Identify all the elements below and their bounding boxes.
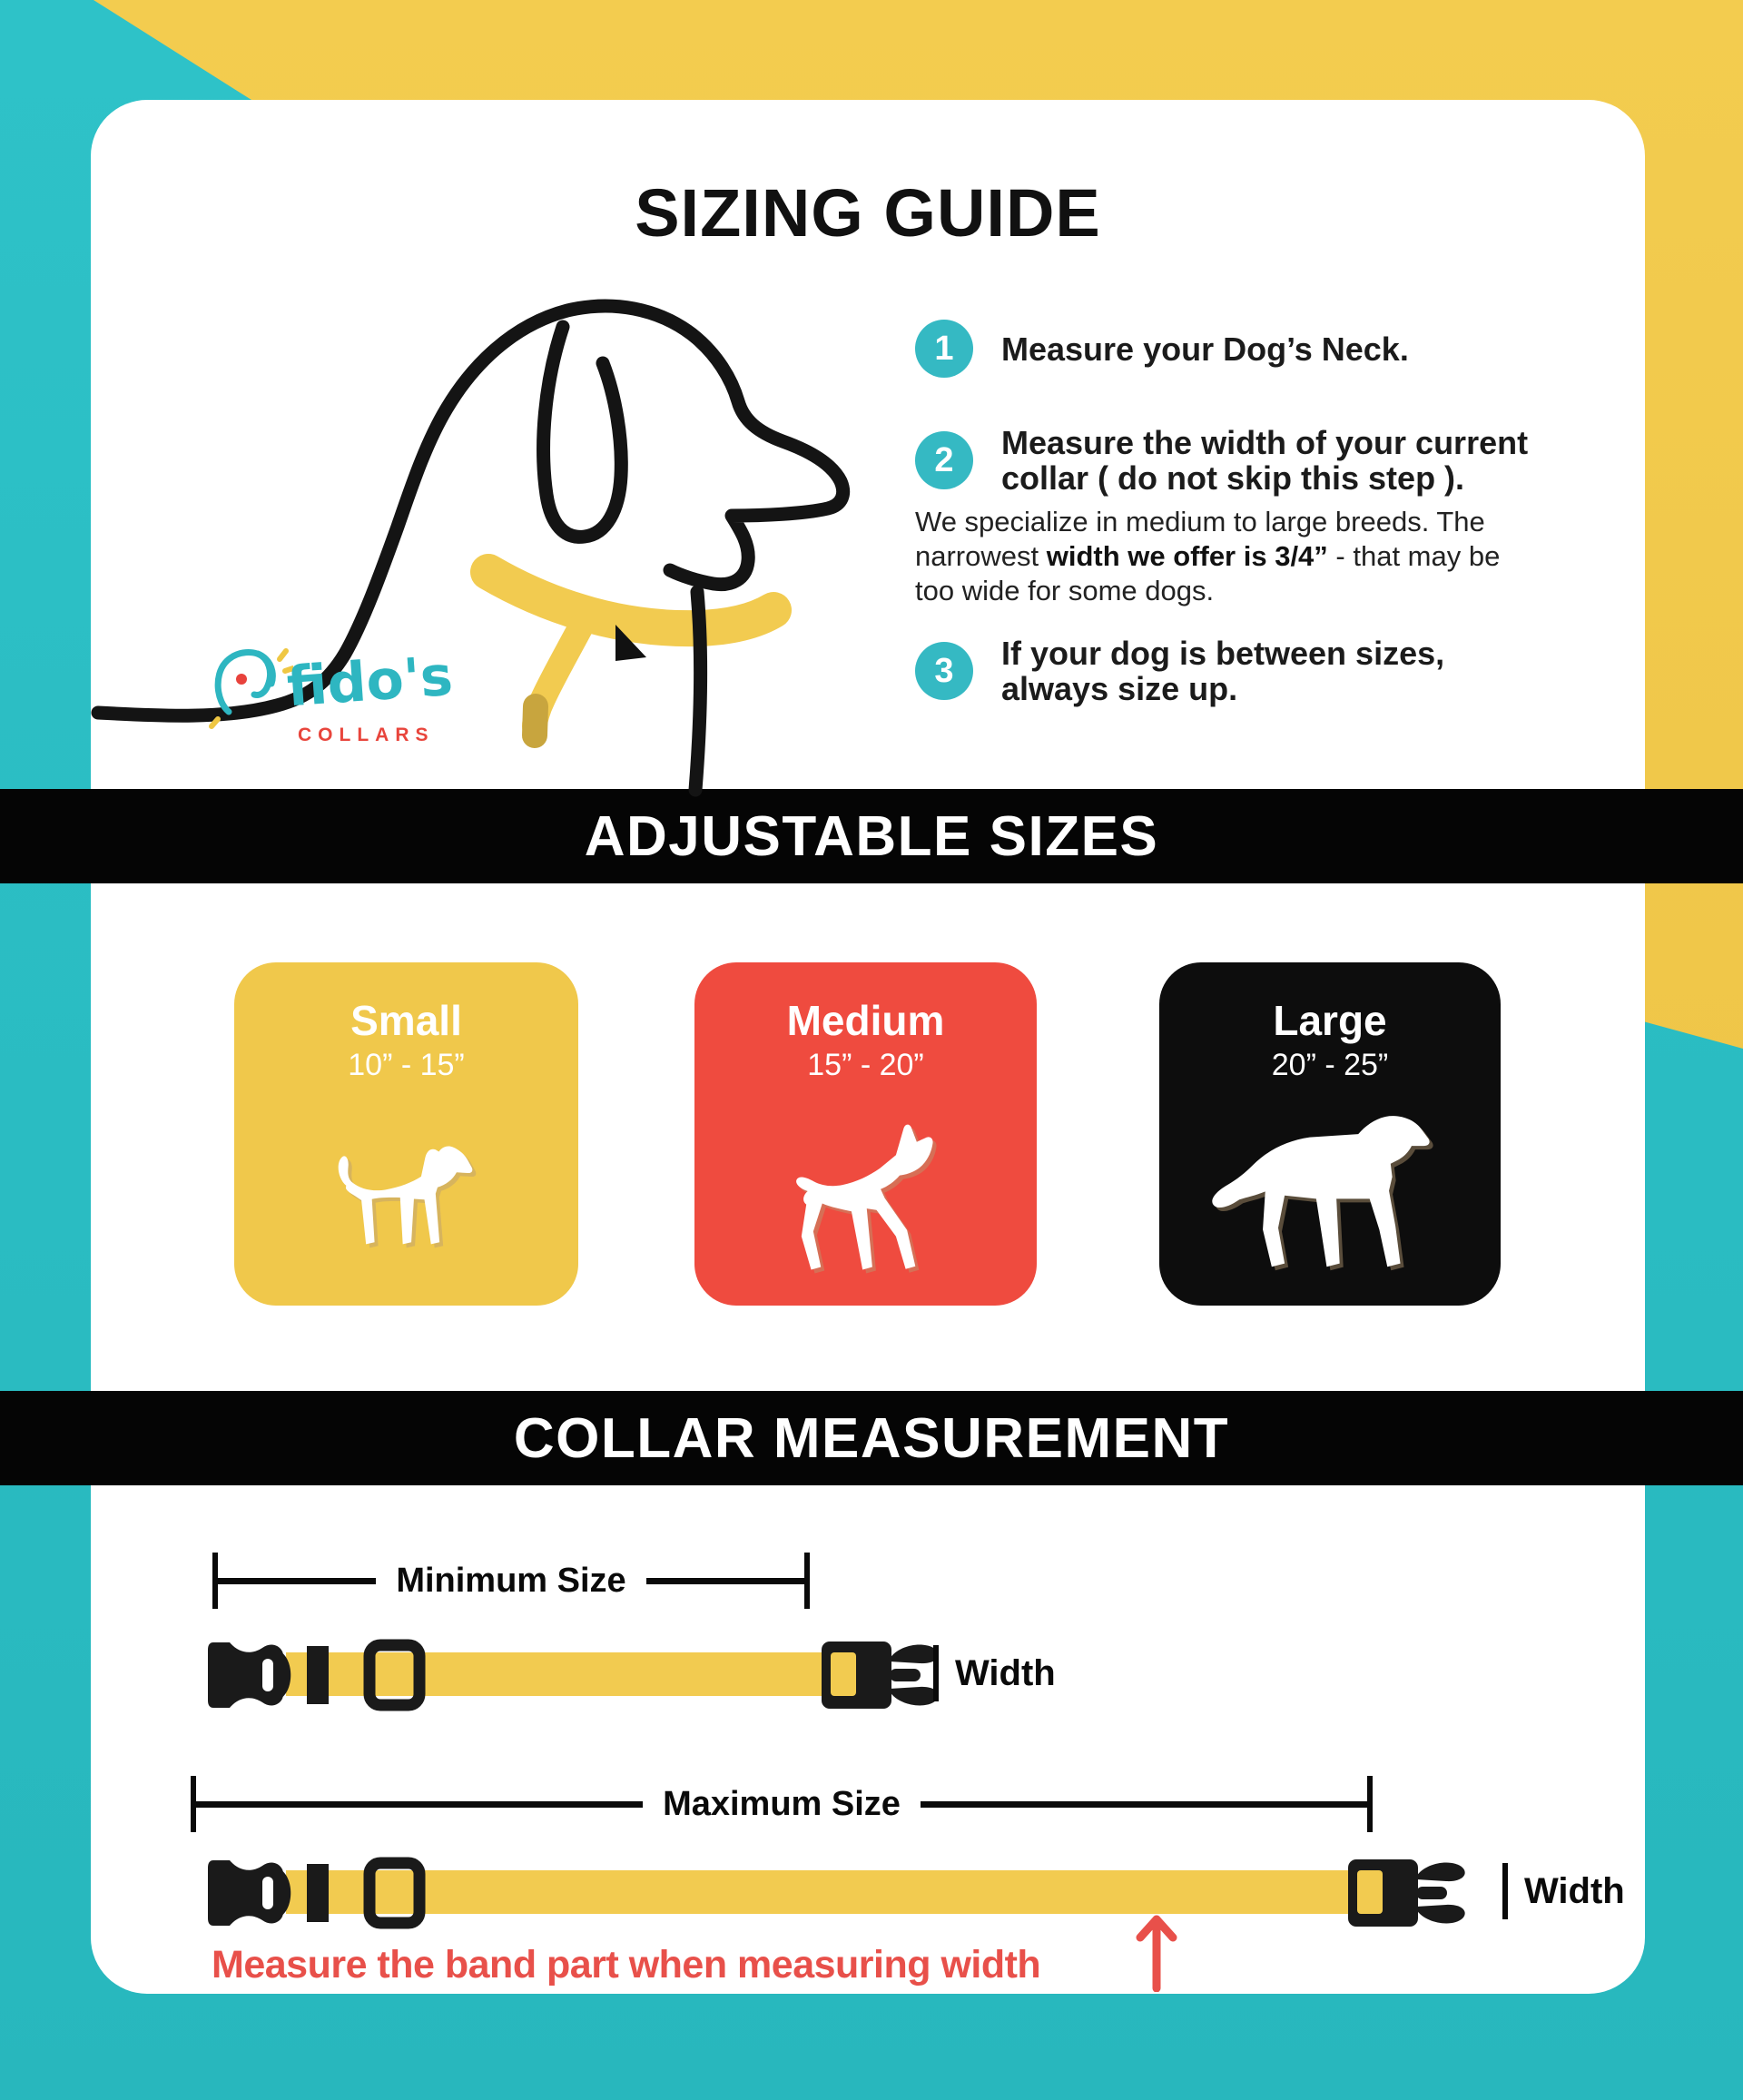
step-2 <box>915 425 1528 496</box>
adjustable-sizes-banner-text: ADJUSTABLE SIZES <box>584 804 1159 868</box>
step-2-badge: 2 <box>915 431 973 489</box>
maximum-collar-diagram <box>204 1857 1475 1929</box>
step-1 <box>915 320 1409 378</box>
size-card-medium <box>694 962 1037 1306</box>
step-1-text: Measure your Dog’s Neck. <box>1001 330 1409 368</box>
maximum-size-measure <box>191 1776 1373 1832</box>
width-tick <box>1502 1863 1508 1919</box>
page-title: SIZING GUIDE <box>635 175 1101 251</box>
brand-subtitle: COLLARS <box>298 725 435 745</box>
note-line2-bold: width we offer is 3/4” <box>1046 540 1328 572</box>
size-large-range: 20” - 25” <box>1271 1048 1389 1082</box>
collar-measurement-banner <box>0 1391 1743 1485</box>
size-card-small <box>234 962 578 1306</box>
collar-measurement-banner-text: COLLAR MEASUREMENT <box>513 1406 1230 1470</box>
collar-keeper-strip <box>307 1646 329 1704</box>
large-dog-silhouette <box>1198 1098 1462 1276</box>
width-tick <box>933 1645 939 1701</box>
measure-tick <box>1367 1776 1373 1832</box>
medium-dog-silhouette <box>762 1120 970 1280</box>
measure-segment <box>218 1578 376 1584</box>
step-3-text-line2: always size up. <box>1001 670 1238 707</box>
female-buckle <box>822 1642 939 1709</box>
adjustable-sizes-banner <box>0 789 1743 883</box>
dog-ear-line <box>544 327 622 537</box>
maximum-size-label: Maximum Size <box>663 1784 901 1823</box>
collar-keeper-strip <box>307 1864 329 1922</box>
brand-name: fido's <box>284 644 455 720</box>
measure-segment <box>196 1801 643 1808</box>
size-medium-label: Medium <box>786 997 945 1044</box>
note-line1: We specialize in medium to large breeds. The <box>915 506 1485 537</box>
size-card-large <box>1159 962 1501 1306</box>
minimum-size-measure <box>212 1553 810 1609</box>
female-buckle <box>1348 1859 1465 1927</box>
step-1-badge: 1 <box>915 320 973 378</box>
measure-segment <box>921 1801 1367 1808</box>
width-note-paragraph <box>915 505 1623 608</box>
note-line3: too wide for some dogs. <box>915 575 1215 606</box>
size-small-range: 10” - 15” <box>348 1048 465 1082</box>
male-buckle <box>208 1642 290 1708</box>
minimum-width-label: Width <box>955 1653 1056 1693</box>
small-dog-silhouette <box>321 1133 492 1265</box>
up-arrow-icon <box>1131 1908 1182 1992</box>
step-3 <box>915 636 1444 706</box>
step-3-text-line1: If your dog is between sizes, <box>1001 635 1445 672</box>
note-line2-post: - that may be <box>1327 540 1501 572</box>
step-2-text-line1: Measure the width of your current <box>1001 424 1529 461</box>
size-small-label: Small <box>350 997 462 1044</box>
step-2-text-line2: collar ( do not skip this step ). <box>1001 459 1465 497</box>
brand-logo <box>207 641 534 786</box>
step-3-badge: 3 <box>915 642 973 700</box>
size-large-label: Large <box>1273 997 1387 1044</box>
maximum-width-label: Width <box>1524 1871 1625 1911</box>
minimum-size-label: Minimum Size <box>396 1561 626 1600</box>
minimum-collar-diagram <box>204 1639 949 1711</box>
male-buckle <box>208 1860 290 1926</box>
band-measure-note: Measure the band part when measuring width <box>212 1943 1041 1987</box>
measure-segment <box>646 1578 804 1584</box>
logo-dog-doodle-icon <box>207 641 293 732</box>
measure-tick <box>804 1553 810 1609</box>
note-line2-pre: narrowest <box>915 540 1047 572</box>
size-medium-range: 15” - 20” <box>807 1048 924 1082</box>
